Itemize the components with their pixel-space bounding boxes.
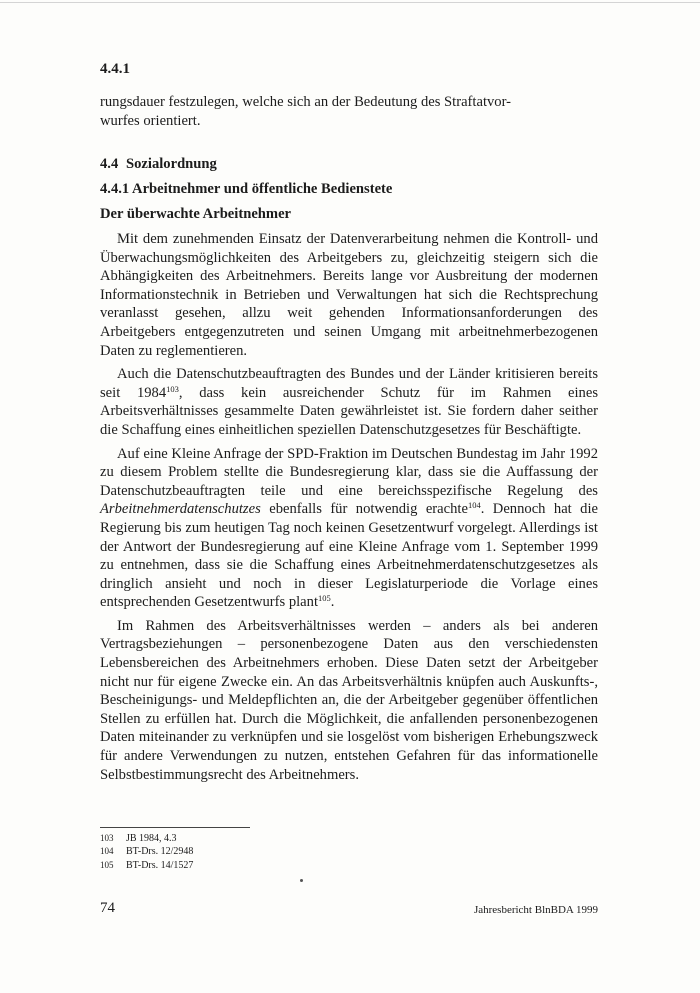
footer-title: Jahresbericht BlnBDA 1999 [473, 904, 598, 916]
footnote-ref-105: 105 [318, 593, 331, 604]
footnotes [100, 827, 400, 872]
subsection-heading: 4.4.1 Arbeitnehmer und öffentliche Bedienstete [100, 181, 393, 197]
continued-paragraph [100, 93, 598, 130]
footnote-ref-104: 104 [467, 500, 481, 511]
paragraph-2: Auch die Datenschutzbeauftragten des Bundes und der Länder kritisieren bereits seit 1984$^{103}$, dass kein ausreichender Schutz für im Rahmen eines Arbeitsverhältnisses gesammelte Daten gewährleistet ist. Sie fordern daher seither die Schaffung eines einheitlichen speziellen Datenschutzgesetzes für Beschäftigte. [100, 366, 598, 438]
section-title: Sozialordnung [126, 156, 217, 172]
paragraph-1: Mit dem zunehmenden Einsatz der Datenverarbeitung nehmen die Kontroll- und Überwachungsmöglichkeiten des Arbeitgebers zu, gleichzeitig steigern sich die Abhängigkeiten des Arbeitnehmers. Bereits lange vor Ausbreitung der modernen Informationstechnik in Betrieben und Verwaltungen hat sich die Rechtsprechung veranlasst gesehen, allzu weit gehenden Informationsanforderungen des Arbeitgebers entgegenzutreten und seinen Umgang mit arbeitnehmerbezogenen Daten zu reglementieren. [100, 231, 598, 359]
footnote-text: BT-Drs. 12/2948 [126, 846, 194, 858]
body-text [100, 230, 598, 789]
page-number: 74 [100, 900, 115, 916]
continued-line-2: wurfes orientiert. [100, 112, 201, 129]
footnote-number: 105 [100, 859, 114, 870]
paragraph-4: Im Rahmen des Arbeitsverhältnisses werden – anders als bei anderen Vertragsbeziehungen – personenbezogene Daten aus den verschiedensten Lebensbereichen des Arbeitnehmers erhoben. Diese Daten setzt der Arbeitgeber nicht nur für eigene Zwecke ein. An das Arbeitsverhältnis knüpfen auch Auskunfts-, Bescheinigungs- und Meldepflichten an, die der Arbeitgeber gegenüber öffentlichen Stellen zu erfüllen hat. Durch die Möglichkeit, die anfallenden personenbezogenen Daten miteinander zu verknüpfen und sie losgelöst vom bisherigen Erhebungszweck für andere Verwendungen zu nutzen, entstehen Gefahren für das informationelle Selbstbestimmungsrecht des Arbeitnehmers. [100, 617, 598, 783]
footnote-divider [100, 827, 250, 828]
footnote-text: BT-Drs. 14/1527 [126, 859, 194, 871]
footnote-ref-103: 103 [166, 383, 179, 394]
paragraph-3: Auf eine Kleine Anfrage der SPD-Fraktion im Deutschen Bundestag im Jahr 1992 zu diesem Problem stellte die Bundesregierung klar, dass sie die Auffassung der Datenschutzbeauftragten teile und eine bereichsspezifische Regelung des Arbeitnehmerdatenschutzes ebenfalls für notwendig erachte$^{104}$. Dennoch hat die Regierung bis zum heutigen Tag noch keinen Gesetzentwurf vorgelegt. Allerdings ist der Antwort der Bundesregierung auf eine Kleine Anfrage vom 1. September 1999 zu entnehmen, dass sie die Schaffung eines Arbeitnehmerdatenschutzgesetzes als dringlich ansieht und noch in dieser Legislaturperiode die Vorlage eines entsprechenden Gesetzentwurfs plant$^{105}$. [100, 445, 598, 611]
footnote-item [100, 859, 400, 872]
footnote-item [100, 832, 400, 845]
footnote-item [100, 845, 400, 858]
section-heading [100, 156, 217, 173]
subsubsection-heading: Der überwachte Arbeitnehmer [100, 206, 292, 222]
footnote-number: 104 [100, 846, 114, 857]
section-number: 4.4 [100, 156, 119, 172]
running-head: 4.4.1 [100, 61, 130, 77]
footnote-text: JB 1984, 4.3 [126, 833, 177, 844]
emphasized-term: Arbeitnehmerdatenschutzes [100, 501, 261, 518]
scan-speck [300, 879, 303, 882]
footnote-number: 103 [100, 833, 114, 843]
continued-line-1: rungsdauer festzulegen, welche sich an der Bedeutung des Straftatvor- [100, 94, 512, 110]
scan-top-edge [0, 2, 700, 3]
